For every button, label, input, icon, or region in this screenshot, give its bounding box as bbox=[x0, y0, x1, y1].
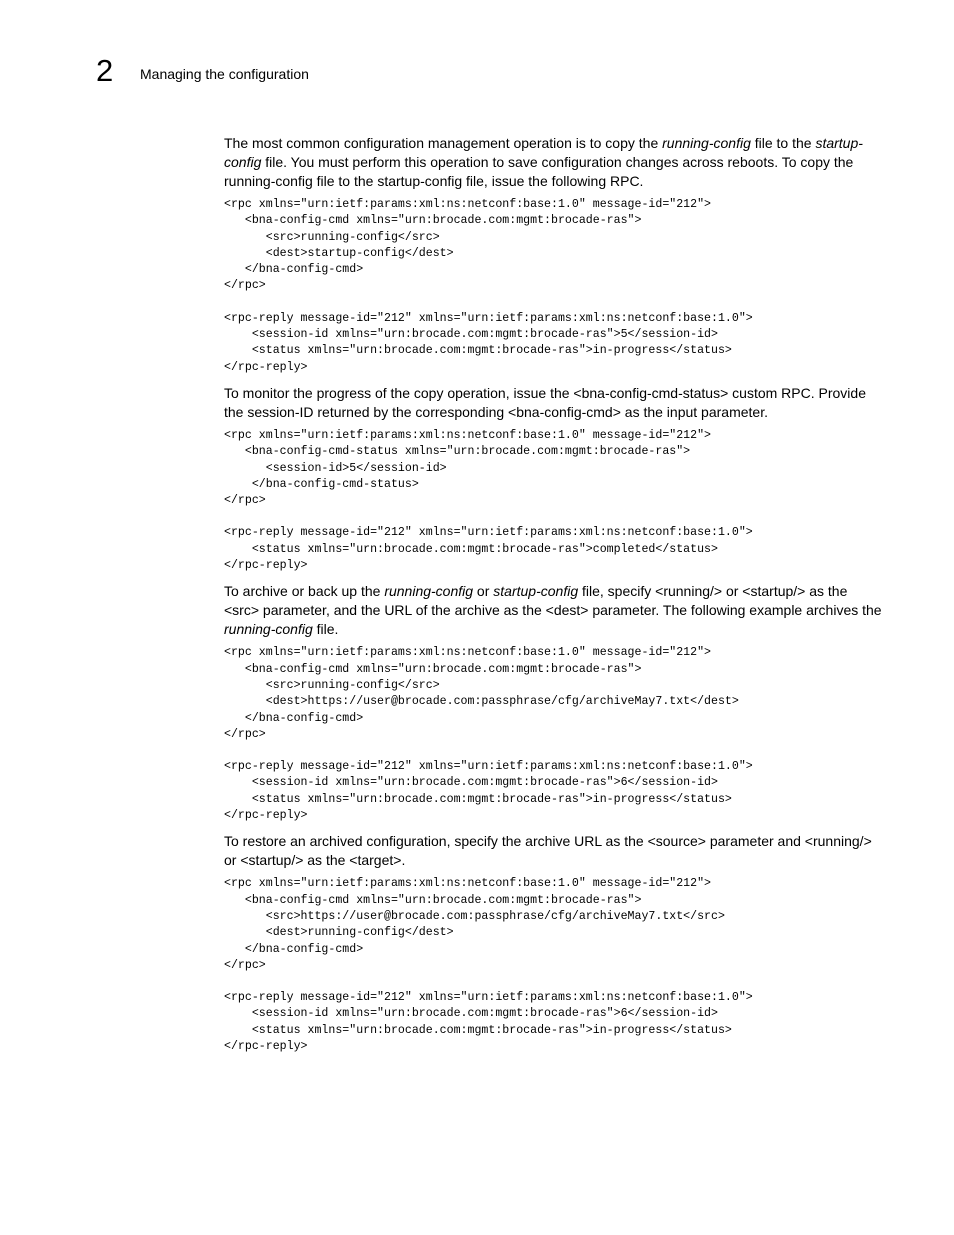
text-run: file. You must perform this operation to save configuration changes across reboots. To copy the running-config file to the startup-config file, issue the following RPC. bbox=[224, 154, 854, 189]
main-content bbox=[224, 134, 884, 1055]
code-block-restore-rpc: <rpc xmlns="urn:ietf:params:xml:ns:netconf:base:1.0" message-id="212"> <bna-config-cmd xmlns="urn:brocade.com:mgmt:brocade-ras"> <src>https://user@brocade.com:passphrase/cfg/archiveMay7.txt</src> <dest>running-config</dest> </bna-config-cmd> </rpc> bbox=[224, 877, 725, 972]
text-run: file, specify <running/> or <startup/> as the <src> parameter, and the URL of the archive as the <dest> parameter. The following example archives the bbox=[224, 583, 882, 619]
code-block-copy-reply: <rpc-reply message-id="212" xmlns="urn:ietf:params:xml:ns:netconf:base:1.0"> <session-id xmlns="urn:brocade.com:mgmt:brocade-ras">5</session-id> <status xmlns="urn:brocade.com:mgmt:brocade-ras">in-progress</status> </rpc-reply> bbox=[224, 311, 753, 374]
intro-paragraph bbox=[224, 134, 884, 191]
code-block-status-reply: <rpc-reply message-id="212" xmlns="urn:ietf:params:xml:ns:netconf:base:1.0"> <status xmlns="urn:brocade.com:mgmt:brocade-ras">completed</status> </rpc-reply> bbox=[224, 526, 753, 573]
emphasis-startup-config: startup-config bbox=[493, 583, 579, 600]
code-block-status-rpc: <rpc xmlns="urn:ietf:params:xml:ns:netconf:base:1.0" message-id="212"> <bna-config-cmd-status xmlns="urn:brocade.com:mgmt:brocade-ras"> <session-id>5</session-id> </bna-config-cmd-status> </rpc> bbox=[224, 428, 712, 508]
text-run: To archive or back up the bbox=[224, 583, 385, 600]
emphasis-startup-config: startup-config bbox=[224, 135, 863, 170]
emphasis-running-config: running-config bbox=[662, 135, 751, 151]
text-run: or bbox=[473, 583, 494, 600]
emphasis-running-config: running-config bbox=[224, 621, 313, 638]
text-run: file to the bbox=[750, 135, 816, 151]
text-run: The most common configuration management operation is to copy the bbox=[224, 135, 663, 151]
code-block-archive-rpc: <rpc xmlns="urn:ietf:params:xml:ns:netconf:base:1.0" message-id="212"> <bna-config-cmd xmlns="urn:brocade.com:mgmt:brocade-ras"> <src>running-config</src> <dest>https://user@brocade.com:passphrase/cfg/archiveMay7.txt</dest> </bna-config-cmd> </rpc> bbox=[224, 646, 739, 741]
restore-paragraph: To restore an archived configuration, specify the archive URL as the <source> parameter and <running/> or <startup/> as the <target>. bbox=[224, 833, 872, 869]
chapter-title: Managing the configuration bbox=[140, 66, 309, 82]
emphasis-running-config: running-config bbox=[384, 583, 474, 600]
code-block-copy-rpc: <rpc xmlns="urn:ietf:params:xml:ns:netconf:base:1.0" message-id="212"> <bna-config-cmd xmlns="urn:brocade.com:mgmt:brocade-ras"> <src>running-config</src> <dest>startup-config</dest> </bna-config-cmd> </rpc> bbox=[224, 198, 712, 293]
text-run: file. bbox=[312, 621, 339, 638]
archive-paragraph bbox=[224, 582, 884, 639]
code-block-archive-reply: <rpc-reply message-id="212" xmlns="urn:ietf:params:xml:ns:netconf:base:1.0"> <session-id xmlns="urn:brocade.com:mgmt:brocade-ras">6</session-id> <status xmlns="urn:brocade.com:mgmt:brocade-ras">in-progress</status> </rpc-reply> bbox=[224, 760, 753, 823]
code-block-restore-reply: <rpc-reply message-id="212" xmlns="urn:ietf:params:xml:ns:netconf:base:1.0"> <session-id xmlns="urn:brocade.com:mgmt:brocade-ras">6</session-id> <status xmlns="urn:brocade.com:mgmt:brocade-ras">in-progress</status> </rpc-reply> bbox=[224, 991, 753, 1053]
monitor-paragraph: To monitor the progress of the copy operation, issue the <bna-config-cmd-status> custom RPC. Provide the session-ID returned by the corresponding <bna-config-cmd> as the input parameter. bbox=[224, 384, 866, 420]
chapter-number: 2 bbox=[96, 53, 114, 88]
